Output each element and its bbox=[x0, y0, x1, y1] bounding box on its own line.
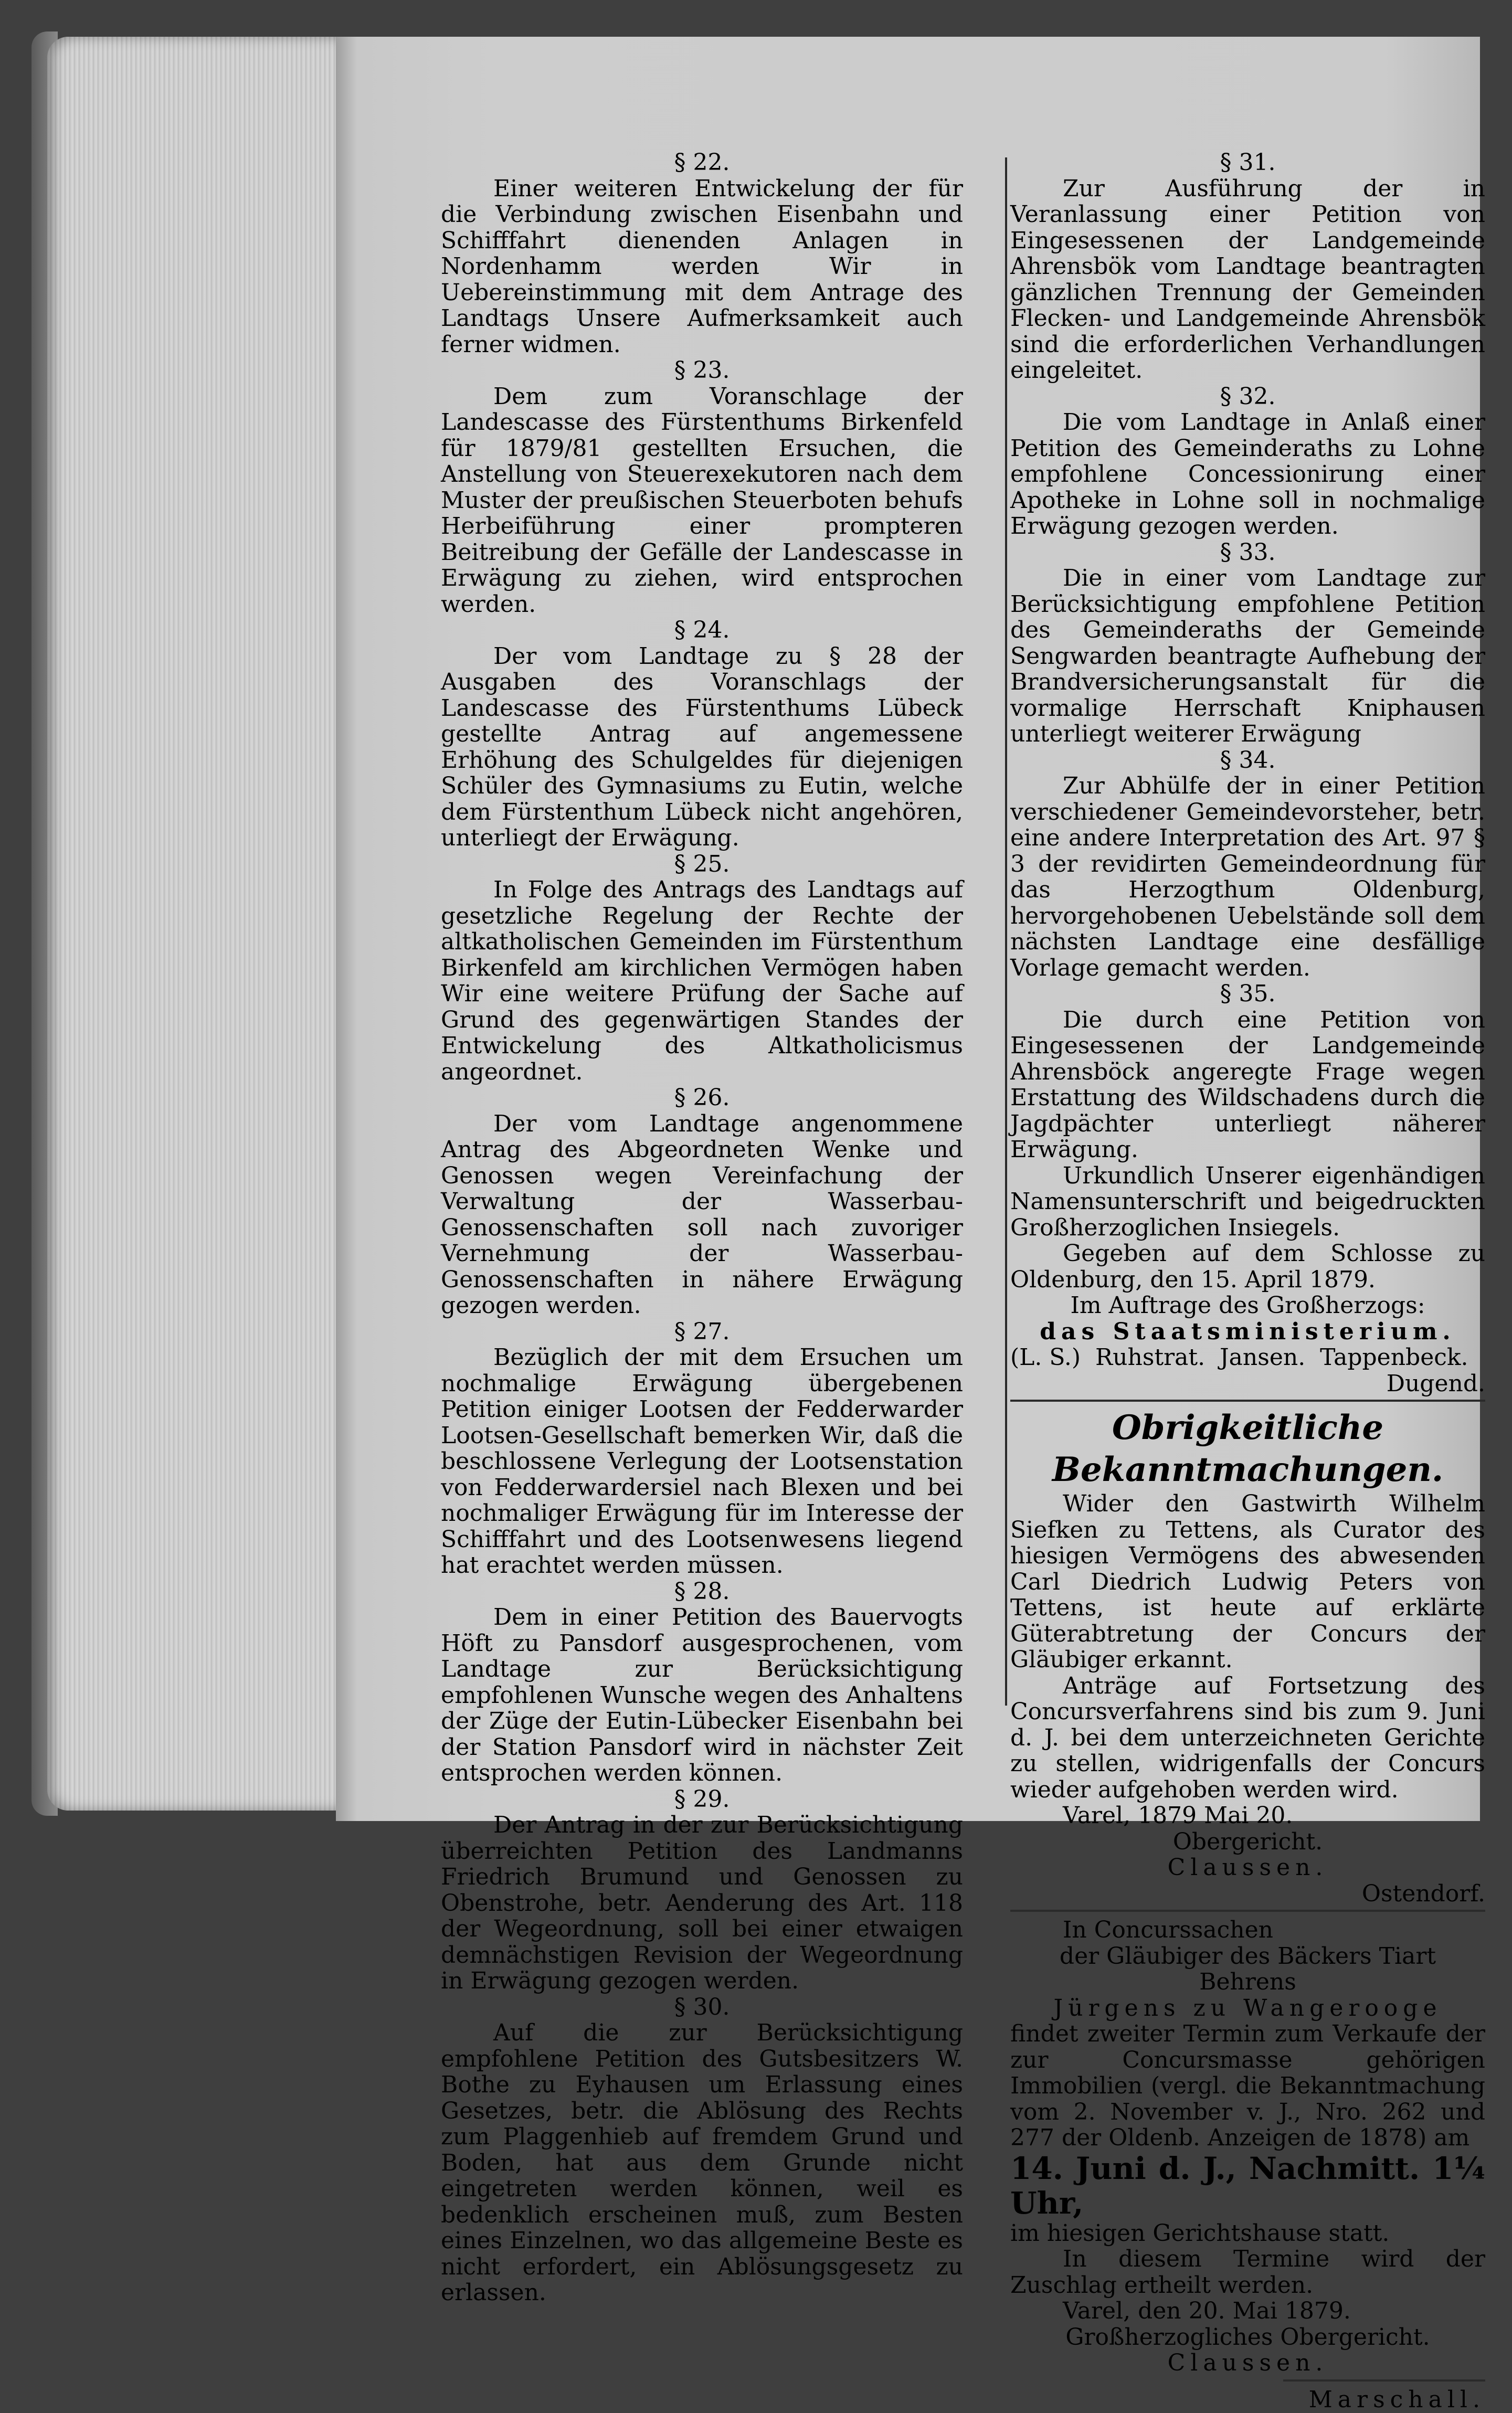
section-heading: § 27. bbox=[674, 1318, 730, 1345]
notice-parties: der Gläubiger des Bäckers Tiart Behrens bbox=[1059, 1942, 1436, 1995]
divider bbox=[1010, 1910, 1485, 1912]
closing-mandate: Im Auftrage des Großherzogs: bbox=[1070, 1292, 1425, 1319]
section-heading: § 29. bbox=[674, 1785, 730, 1813]
notice-paragraph: Anträge auf Fortsetzung des Concursverfahrens sind bis zum 9. Juni d. J. bei dem unterzeichneten Gerichte zu stellen, widrigenfalls der Concurs wieder aufgehoben werden wird. bbox=[1010, 1672, 1485, 1803]
notice-paragraph: Wider den Gastwirth Wilhelm Siefken zu Tettens, als Curator des hiesigen Vermögens des abwesenden Carl Diedrich Ludwig Peters von Tettens, ist heute auf erklärte Güterabtretung der Concurs der Gläubiger erkannt. bbox=[1010, 1490, 1485, 1673]
notice-place-date: Varel, den 20. Mai 1879. bbox=[1063, 2298, 1351, 2324]
notices-heading: Obrigkeitliche Bekanntmachungen. bbox=[1052, 1408, 1444, 1489]
page-stack bbox=[47, 37, 341, 1811]
section-text: Die durch eine Petition von Eingesessenen der Landgemeinde Ahrensböck angeregte Frage wegen Erstattung des Wildschadens durch die Jagdpächter unterliegt näherer Erwägung. bbox=[1010, 1006, 1485, 1163]
section-text: Auf die zur Berücksichtigung empfohlene Petition des Gutsbesitzers W. Bothe zu Eyhausen um Erlassung eines Gesetzes, betr. die Ablösung des Rechts zum Plaggenhieb auf fremdem Grund und Boden, hat aus dem Grunde nicht eingetreten werden können, weil es bedenklich erscheinen muß, zum Besten eines Einzelnen, wo das allgemeine Beste es nicht erfordert, ein Ablösungsgesetz zu erlassen. bbox=[441, 2019, 963, 2306]
section-heading: § 28. bbox=[674, 1578, 730, 1605]
divider bbox=[1283, 2379, 1485, 2382]
section-text: Zur Ausführung der in Veranlassung einer Petition von Eingesessenen der Landgemeinde Ahrensbök vom Landtage beantragten gänzlichen Trennung der Gemeinden Flecken- und Landgemeinde Ahrensbök sind die erforderlichen Verhandlungen eingeleitet. bbox=[1010, 175, 1485, 384]
notice-parties: Jürgens zu Wangerooge bbox=[1053, 1994, 1442, 2022]
notice-court: Obergericht. bbox=[1172, 1828, 1323, 1855]
section-heading: § 23. bbox=[674, 357, 730, 384]
section-heading: § 30. bbox=[674, 1993, 730, 2020]
notice-place-date: Varel, 1879 Mai 20. bbox=[1063, 1802, 1293, 1829]
column-divider bbox=[1005, 157, 1007, 1706]
section-text: Dem in einer Petition des Bauervogts Höft zu Pansdorf ausgesprochenen, vom Landtage zur Berücksichtigung empfohlenen Wunsche wegen des Anhaltens der Züge der Eutin-Lübecker Eisenbahn bei der Station Pansdorf wird in nächster Zeit entsprochen werden können. bbox=[441, 1604, 963, 1786]
section-heading: § 25. bbox=[674, 850, 730, 877]
notice-clerk: Ostendorf. bbox=[1361, 1880, 1485, 1907]
section-text: Der Antrag in der zur Berücksichtigung überreichten Petition des Landmanns Friedrich Brumund und Genossen zu Obenstrohe, betr. Aenderung des Art. 118 der Wegeordnung, soll bei einer etwaigen demnächstigen Revision der Wegeordnung in Erwägung gezogen werden. bbox=[441, 1812, 963, 1994]
section-heading: § 33. bbox=[1220, 538, 1276, 566]
section-text: Zur Abhülfe der in einer Petition verschiedener Gemeindevorsteher, betr. eine andere Interpretation des Art. 97 § 3 der revidirten Gemeindeordnung für das Herzogthum Oldenburg, hervorgehobenen Uebelstände soll dem nächsten Landtage eine desfällige Vorlage gemacht werden. bbox=[1010, 772, 1485, 981]
signatures: (L. S.) Ruhstrat. Jansen. Tappenbeck. bbox=[1010, 1344, 1468, 1371]
notice-clerk: Marschall. bbox=[1308, 2386, 1485, 2413]
right-column bbox=[1010, 150, 1485, 2412]
section-text: Dem zum Voranschlage der Landescasse des Fürstenthums Birkenfeld für 1879/81 gestellten Ersuchen, die Anstellung von Steuerexekutoren nach dem Muster der preußischen Steuerboten behufs Herbeiführung einer prompteren Beitreibung der Gefälle der Landescasse in Erwägung zu ziehen, wird entsprochen werden. bbox=[441, 383, 963, 618]
countersignature: Dugend. bbox=[1386, 1370, 1485, 1397]
section-heading: § 31. bbox=[1220, 149, 1276, 176]
left-column bbox=[441, 150, 963, 2306]
section-heading: § 24. bbox=[674, 617, 730, 643]
section-heading: § 34. bbox=[1220, 746, 1276, 774]
notice-signature: Claussen. bbox=[1167, 2350, 1328, 2376]
section-heading: § 26. bbox=[674, 1084, 730, 1111]
section-text: Bezüglich der mit dem Ersuchen um nochmalige Erwägung übergebenen Petition einiger Lootsen der Fedderwarder Lootsen-Gesellschaft bemerken Wir, daß die beschlossene Verlegung der Lootsenstation von Fedderwardersiel nach Blexen und bei nochmaliger Erwägung für im Interesse der Schifffahrt und des Lootsenwesens liegend hat erachtet werden müssen. bbox=[441, 1344, 963, 1579]
section-text: Die in einer vom Landtage zur Berücksichtigung empfohlene Petition des Gemeinderaths der Gemeinde Sengwarden beantragte Aufhebung der Brandversicherungsanstalt für die vormalige Herrschaft Kniphausen unterliegt weiterer Erwägung bbox=[1010, 565, 1485, 747]
section-heading: § 32. bbox=[1220, 383, 1276, 410]
divider bbox=[1010, 1400, 1485, 1402]
section-text: Die vom Landtage in Anlaß einer Petition des Gemeinderaths zu Lohne empfohlene Concessionirung einer Apotheke in Lohne soll in nochmalige Erwägung gezogen werden. bbox=[1010, 409, 1485, 539]
closing-date: Gegeben auf dem Schlosse zu Oldenburg, den 15. April 1879. bbox=[1010, 1240, 1485, 1293]
auction-date: 14. Juni d. J., Nachmitt. 1¼ Uhr, bbox=[1010, 2150, 1485, 2221]
notice-paragraph: In diesem Termine wird der Zuschlag ertheilt werden. bbox=[1010, 2246, 1485, 2299]
section-text: In Folge des Antrags des Landtags auf gesetzliche Regelung der Rechte der altkatholischen Gemeinden im Fürstenthum Birkenfeld am kirchlichen Vermögen haben Wir eine weitere Prüfung der Sache auf Grund des gegenwärtigen Standes der Entwickelung des Altkatholicismus angeordnet. bbox=[441, 876, 963, 1085]
section-heading: § 35. bbox=[1220, 980, 1276, 1007]
notice-paragraph: findet zweiter Termin zum Verkaufe der zur Concursmasse gehörigen Immobilien (vergl. die Bekanntmachung vom 2. November v. J., Nro. 262 und 277 der Oldenb. Anzeigen de 1878) am bbox=[1010, 2020, 1485, 2151]
section-text: Der vom Landtage angenommene Antrag des Abgeordneten Wenke und Genossen wegen Vereinfachung der Verwaltung der Wasserbau-Genossenschaften soll nach zuvoriger Vernehmung der Wasserbau-Genossenschaften in nähere Erwägung gezogen werden. bbox=[441, 1110, 963, 1319]
closing-formula: Urkundlich Unserer eigenhändigen Namensunterschrift und beigedruckten Großherzoglichen Insiegels. bbox=[1010, 1162, 1485, 1241]
section-text: Der vom Landtage zu § 28 der Ausgaben des Voranschlags der Landescasse des Fürstenthums Lübeck gestellte Antrag auf angemessene Erhöhung des Schulgeldes für diejenigen Schüler des Gymnasiums zu Eutin, welche dem Fürstenthum Lübeck nicht angehören, unterliegt der Erwägung. bbox=[441, 642, 963, 851]
notice-court: Großherzogliches Obergericht. bbox=[1065, 2323, 1430, 2351]
section-text: Einer weiteren Entwickelung der für die Verbindung zwischen Eisenbahn und Schifffahrt dienenden Anlagen in Nordenhamm werden Wir in Uebereinstimmung mit dem Antrage des Landtags Unsere Aufmerksamkeit auch ferner widmen. bbox=[441, 175, 963, 358]
notice-intro: In Concurssachen bbox=[1063, 1917, 1273, 1943]
ministry-name: das Staatsministerium. bbox=[1040, 1318, 1456, 1345]
notice-signature: Claussen. bbox=[1167, 1854, 1328, 1881]
notice-paragraph: im hiesigen Gerichtshause statt. bbox=[1010, 2219, 1390, 2247]
section-heading: § 22. bbox=[674, 149, 730, 176]
